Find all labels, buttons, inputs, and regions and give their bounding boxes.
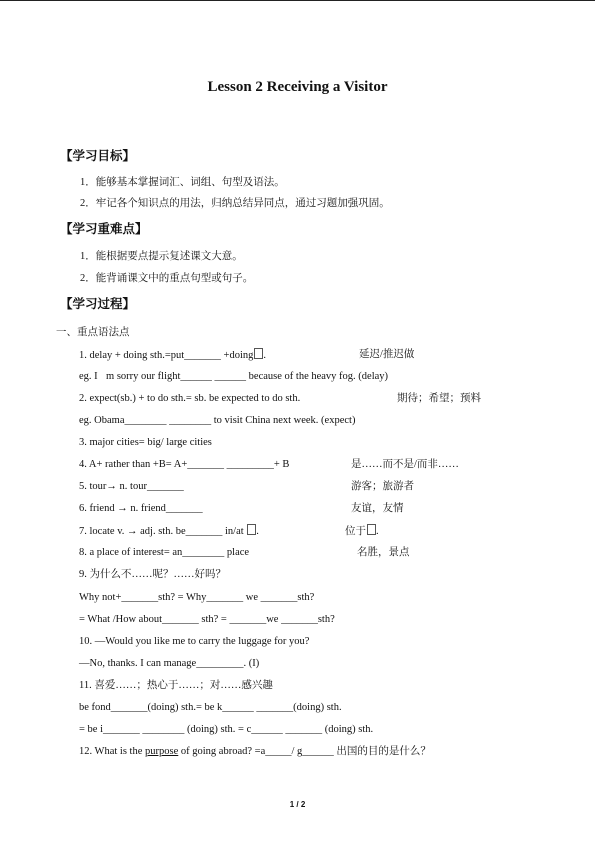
practice-line: be fond_______(doing) sth.= be k______ _______(doing) sth. [79, 702, 342, 713]
grammar-item-12 [79, 745, 431, 759]
key-point-item: 2．能背诵课文中的重点句型或句子。 [80, 273, 254, 284]
page-title: Lesson 2 Receiving a Visitor [207, 79, 388, 95]
key-point-item: 1．能根据要点提示复述课文大意。 [80, 251, 243, 262]
grammar-item-meaning: 友谊，友情 [351, 503, 404, 514]
grammar-item-6 [79, 502, 404, 516]
grammar-item-meaning: 是……而不是/而非…… [351, 459, 459, 470]
grammar-item-2 [79, 392, 481, 406]
blank-box-icon [247, 524, 256, 535]
underlined-word: purpose [145, 746, 179, 757]
grammar-item-meaning: 名胜，景点 [357, 547, 410, 558]
grammar-item-9: 9. 为什么不……呢？……好吗？ [79, 569, 226, 580]
grammar-item-10: 10. —Would you like me to carry the luggage for you? [79, 636, 310, 647]
grammar-item-text: 12. What is the [79, 746, 146, 757]
grammar-item-11: 11. 喜爱……；热心于……；对……感兴趣 [79, 680, 273, 691]
grammar-item-text: 6. friend → n. friend_______ [79, 503, 203, 514]
goal-item: 2．牢记各个知识点的用法，归纳总结异同点，通过习题加强巩固。 [80, 198, 390, 209]
practice-line: = What /How about_______ sth? = _______we _______sth? [79, 614, 335, 625]
section-process-heading: 【学习过程】 [60, 296, 136, 311]
section-key-points-heading: 【学习重难点】 [60, 221, 148, 236]
grammar-item-4 [79, 458, 459, 472]
blank-box-icon [367, 524, 376, 535]
goal-item: 1．能够基本掌握词汇、词组、句型及语法。 [80, 177, 285, 188]
grammar-item-meaning: 延迟/推迟做 [359, 349, 415, 360]
grammar-item-text: 5. tour→ n. tour_______ [79, 481, 184, 492]
blank-box-icon [254, 348, 263, 359]
grammar-item-3: 3. major cities= big/ large cities [79, 437, 212, 448]
grammar-item-meaning: 位于 [345, 526, 366, 537]
grammar-item-text: 2. expect(sb.) + to do sth.= sb. be expected to do sth. [79, 393, 301, 404]
part-heading: 一、重点语法点 [56, 327, 130, 338]
grammar-item-text: 4. A+ rather than +B= A+_______ _________+ B [79, 459, 290, 470]
section-goals-heading: 【学习目标】 [60, 148, 136, 163]
grammar-item-meaning: 游客；旅游者 [351, 481, 414, 492]
grammar-item-text: 1. delay + doing sth.=put_______ +doing [79, 350, 254, 361]
grammar-item-meaning: 期待；希望；预料 [397, 393, 481, 404]
grammar-item-7: 7. locate v. → adj. sth. be_______ in/at . 位于 . [79, 526, 379, 537]
grammar-item-8 [79, 546, 410, 560]
example-sentence: eg. Obama________ ________ to visit China next week. (expect) [79, 415, 356, 426]
grammar-item-text: of going abroad? =a_____/ g______ 出国的目的是什么？ [178, 746, 431, 757]
grammar-item-1: 1. delay + doing sth.=put_______ +doing . 延迟/推迟做 [79, 349, 415, 361]
practice-line: Why not+_______sth? = Why_______ we _______sth? [79, 592, 315, 603]
grammar-item-text: 7. locate v. → adj. sth. be_______ in/at [79, 526, 244, 537]
grammar-item-5 [79, 480, 414, 494]
page-number: 1 / 2 [289, 800, 306, 809]
practice-line: = be i_______ ________ (doing) sth. = c______ _______ (doing) sth. [79, 724, 374, 735]
practice-line: —No, thanks. I can manage_________. (I) [79, 658, 260, 669]
grammar-item-text: 8. a place of interest= an________ place [79, 547, 250, 558]
example-sentence: eg. Im sorry our flight______ ______ because of the heavy fog. (delay) [79, 371, 389, 382]
page-top-rule [0, 0, 595, 1]
